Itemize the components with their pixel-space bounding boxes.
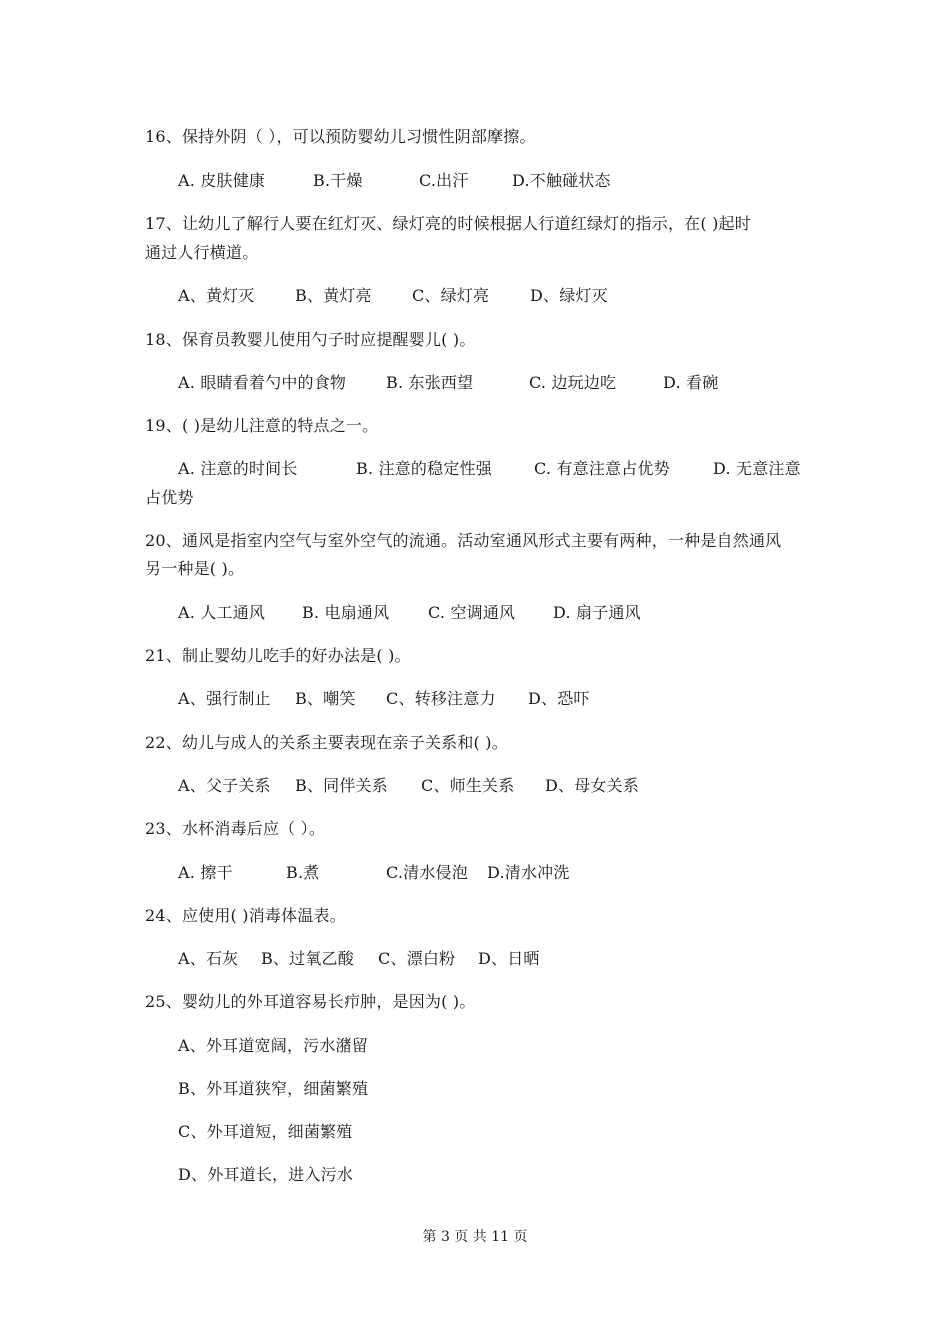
question-23-text: 23、水杯消毒后应（ ）。 bbox=[145, 819, 326, 838]
option-d: D、日晒 bbox=[478, 949, 540, 968]
question-24-text: 24、应使用( )消毒体温表。 bbox=[145, 906, 346, 925]
question-25-option-b: B、外耳道狭窄，细菌繁殖 bbox=[178, 1079, 369, 1098]
option-a: A、父子关系 bbox=[178, 776, 271, 795]
question-19-option-cont: 占优势 bbox=[145, 488, 194, 507]
option-b: B、黄灯亮 bbox=[295, 286, 372, 305]
question-17-text: 17、让幼儿了解行人要在红灯灭、绿灯亮的时候根据人行道红绿灯的指示，在( )起时 bbox=[145, 214, 751, 233]
option-c: C、师生关系 bbox=[421, 776, 515, 795]
option-b: B. 注意的稳定性强 bbox=[356, 459, 492, 478]
option-d: D、恐吓 bbox=[528, 689, 590, 708]
option-d: D. 无意注意 bbox=[713, 459, 801, 478]
option-d: D、母女关系 bbox=[545, 776, 640, 795]
option-c: C. 空调通风 bbox=[428, 603, 516, 622]
option-c: C.出汗 bbox=[419, 171, 469, 190]
option-b: B.干燥 bbox=[313, 171, 363, 190]
option-a: A. 人工通风 bbox=[178, 603, 266, 622]
option-d: D. 看碗 bbox=[663, 373, 719, 392]
option-c: C、绿灯亮 bbox=[412, 286, 490, 305]
question-20-text-cont: 另一种是( )。 bbox=[145, 559, 245, 578]
question-20-text: 20、通风是指室内空气与室外空气的流通。活动室通风形式主要有两种，一种是自然通风 bbox=[145, 531, 782, 550]
option-a: A. 注意的时间长 bbox=[178, 459, 298, 478]
option-c: C. 边玩边吃 bbox=[529, 373, 617, 392]
option-b: B.煮 bbox=[286, 863, 320, 882]
option-a: A. 皮肤健康 bbox=[178, 171, 266, 190]
option-b: B、过氧乙酸 bbox=[261, 949, 354, 968]
question-21-text: 21、制止婴幼儿吃手的好办法是( )。 bbox=[145, 646, 411, 665]
question-25-option-c: C、外耳道短，细菌繁殖 bbox=[178, 1122, 353, 1141]
option-d: D、绿灯灭 bbox=[530, 286, 608, 305]
question-25-option-a: A、外耳道宽阔，污水潴留 bbox=[178, 1036, 368, 1055]
option-a: A、黄灯灭 bbox=[178, 286, 255, 305]
question-17-text-cont: 通过人行横道。 bbox=[145, 243, 259, 262]
option-a: A、强行制止 bbox=[178, 689, 271, 708]
question-22-text: 22、幼儿与成人的关系主要表现在亲子关系和( )。 bbox=[145, 733, 508, 752]
page-footer: 第 3 页 共 11 页 bbox=[422, 1229, 528, 1245]
option-d: D.清水冲洗 bbox=[487, 863, 570, 882]
option-b: B. 电扇通风 bbox=[302, 603, 390, 622]
question-25-text: 25、婴幼儿的外耳道容易长疖肿，是因为( )。 bbox=[145, 992, 476, 1011]
option-b: B、同伴关系 bbox=[295, 776, 388, 795]
option-c: C、转移注意力 bbox=[386, 689, 496, 708]
question-16-text: 16、保持外阴（ ），可以预防婴幼儿习惯性阴部摩擦。 bbox=[145, 127, 536, 146]
option-b: B. 东张西望 bbox=[386, 373, 474, 392]
question-19-text: 19、( )是幼儿注意的特点之一。 bbox=[145, 416, 379, 435]
option-c: C.清水侵泡 bbox=[386, 863, 468, 882]
option-a: A. 擦干 bbox=[178, 863, 233, 882]
option-a: A. 眼睛看着勺中的食物 bbox=[178, 373, 347, 392]
question-18-text: 18、保育员教婴儿使用勺子时应提醒婴儿( )。 bbox=[145, 330, 476, 349]
option-d: D. 扇子通风 bbox=[553, 603, 641, 622]
question-25-option-d: D、外耳道长，进入污水 bbox=[178, 1165, 354, 1184]
option-a: A、石灰 bbox=[178, 949, 239, 968]
option-b: B、嘲笑 bbox=[295, 689, 356, 708]
option-d: D.不触碰状态 bbox=[512, 171, 611, 190]
option-c: C、漂白粉 bbox=[378, 949, 456, 968]
option-c: C. 有意注意占优势 bbox=[534, 459, 670, 478]
